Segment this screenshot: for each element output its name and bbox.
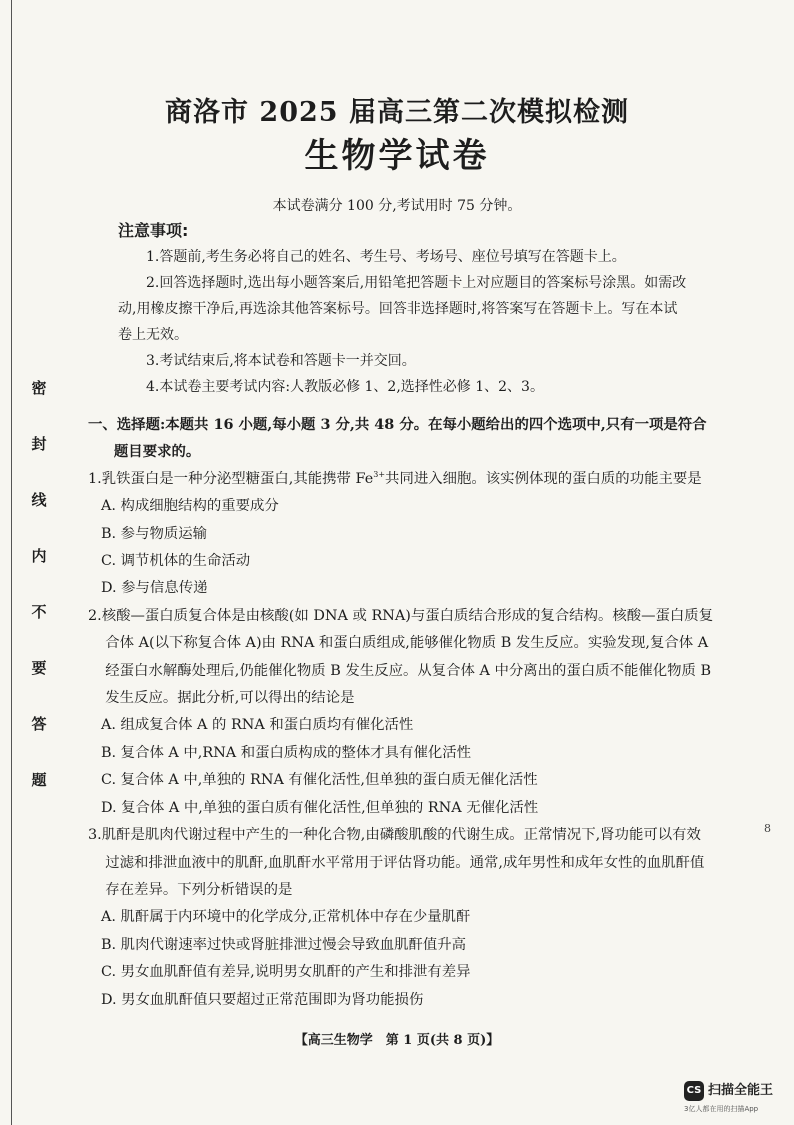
seal-char: 不 xyxy=(31,603,47,621)
notice-item: 1.答题前,考生务必将自己的姓名、考生号、考场号、座位号填写在答题卡上。 xyxy=(146,249,626,265)
exam-intro: 本试卷满分 100 分,考试用时 75 分钟。 xyxy=(272,198,522,214)
seal-char: 答 xyxy=(31,715,47,733)
side-seal-text xyxy=(26,378,52,826)
seal-char: 要 xyxy=(31,659,47,677)
section-heading: 一、选择题:本题共 16 小题,每小题 3 分,共 48 分。在每小题给出的四个选项中,只有一项是符合题目要求的。 xyxy=(88,416,707,461)
question-1-option-a: A. 构成细胞结构的重要成分 xyxy=(100,498,279,515)
exam-subject-title: 生物学试卷 xyxy=(304,136,490,176)
notice-item: 4.本试卷主要考试内容:人教版必修 1、2,选择性必修 1、2、3。 xyxy=(146,379,544,395)
seal-char: 封 xyxy=(31,435,47,453)
question-3-option-b: B. 肌肉代谢速率过快或肾脏排泄过慢会导致血肌酐值升高 xyxy=(100,936,467,953)
seal-char: 密 xyxy=(31,379,47,397)
exam-title: 商洛市 2025 届高三第二次模拟检测 xyxy=(165,97,629,128)
notice-item: 3.考试结束后,将本试卷和答题卡一并交回。 xyxy=(146,353,416,369)
question-1-option-c: C. 调节机体的生命活动 xyxy=(100,553,251,570)
question-1-option-b: B. 参与物质运输 xyxy=(100,525,208,542)
scanner-tagline: 3亿人都在用的扫描App xyxy=(684,1105,759,1113)
question-1-option-d: D. 参与信息传递 xyxy=(100,580,208,597)
notice-item: 2.回答选择题时,选出每小题答案后,用铅笔把答题卡上对应题目的答案标号涂黑。如需改动,用橡皮擦干净后,再选涂其他答案标号。回答非选择题时,将答案写在答题卡上。写在本试卷上无效。 xyxy=(118,275,687,343)
question-3-option-a: A. 肌酐属于内环境中的化学成分,正常机体中存在少量肌酐 xyxy=(100,909,471,926)
question-2-option-a: A. 组成复合体 A 的 RNA 和蛋白质均有催化活性 xyxy=(100,717,414,734)
question-3-option-c: C. 男女血肌酐值有差异,说明男女肌酐的产生和排泄有差异 xyxy=(100,964,471,981)
question-1-stem: 1.乳铁蛋白是一种分泌型糖蛋白,其能携带 $Fe^{3+}$共同进入细胞。该实例体现的蛋白质的功能主要是 xyxy=(88,470,702,487)
question-area xyxy=(88,411,714,1014)
seal-char: 内 xyxy=(31,547,47,565)
question-3-option-d: D. 男女血肌酐值只要超过正常范围即为肾功能损伤 xyxy=(100,991,424,1008)
camscanner-logo-icon: CS xyxy=(684,1081,704,1101)
scanner-brand-name: 扫描全能王 xyxy=(708,1083,774,1098)
question-3-stem: 3.肌酐是肌肉代谢过程中产生的一种化合物,由磷酸肌酸的代谢生成。正常情况下,肾功能可以有效过滤和排泄血液中的肌酐,血肌酐水平常用于评估肾功能。通常,成年男性和成年女性的血肌酐值存在差异。下列分析错误的是 xyxy=(88,827,705,898)
seal-char: 题 xyxy=(31,771,47,789)
question-2-stem: 2.核酸—蛋白质复合体是由核酸(如 DNA 或 RNA)与蛋白质结合形成的复合结构。核酸—蛋白质复合体 A(以下称复合体 A)由 RNA 和蛋白质组成,能够催化物质 B 发生反应。实验发现,复合体 A 经蛋白水解酶处理后,仍能催化物质 B 发生反应。从复合体 A 中分离出的蛋白质不能催化物质 B 发生反应。据此分析,可以得出的结论是 xyxy=(88,607,714,707)
question-2-option-b: B. 复合体 A 中,RNA 和蛋白质构成的整体才具有催化活性 xyxy=(100,744,472,761)
notice-heading: 注意事项: xyxy=(118,221,189,240)
seal-char: 线 xyxy=(31,491,47,509)
page-footer: 【高三生物学 第 1 页(共 8 页)】 xyxy=(294,1033,500,1048)
question-2-option-d: D. 复合体 A 中,单独的蛋白质有催化活性,但单独的 RNA 无催化活性 xyxy=(100,799,539,816)
notice-list xyxy=(118,244,688,400)
question-2-option-c: C. 复合体 A 中,单独的 RNA 有催化活性,但单独的蛋白质无催化活性 xyxy=(100,772,538,789)
margin-mark: 8 xyxy=(764,822,771,835)
